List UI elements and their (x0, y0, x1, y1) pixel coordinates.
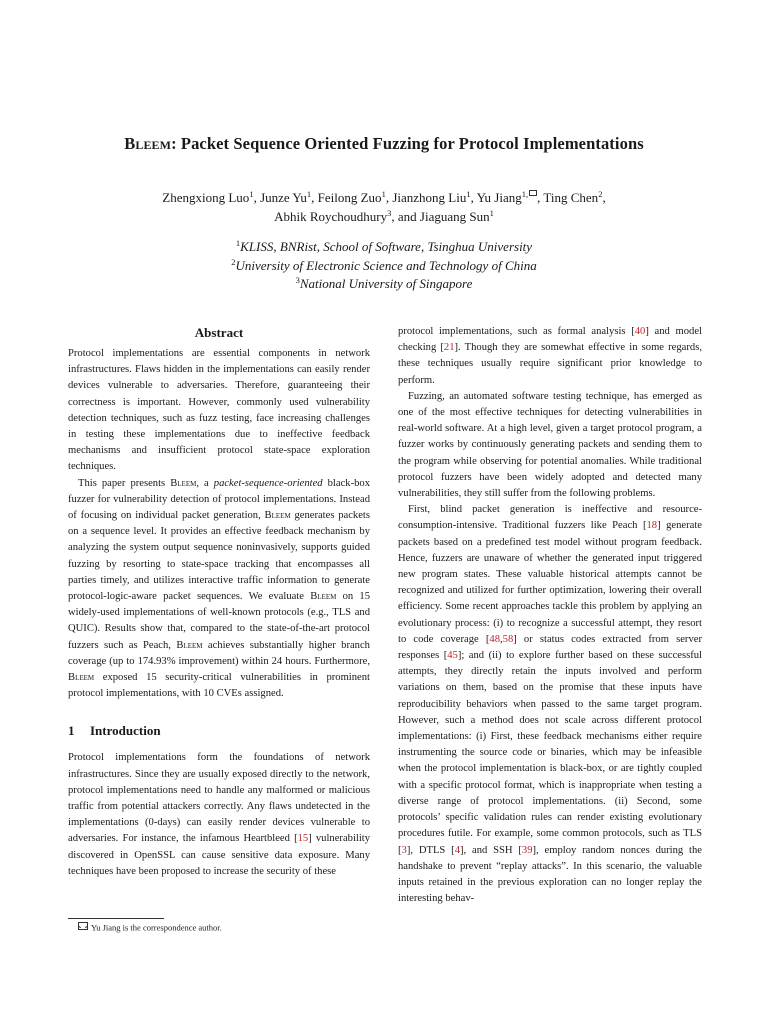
author-separator: , (602, 190, 606, 205)
affiliation-number: 2 (231, 256, 236, 267)
right-paragraph-2 (398, 389, 702, 502)
envelope-icon (78, 922, 88, 930)
citation-link[interactable]: 39 (521, 844, 533, 856)
title-system-name: Bleem (124, 134, 172, 153)
system-name: Bleem (176, 639, 203, 651)
affiliation-text: University of Electronic Science and Technology of China (235, 257, 537, 273)
right-paragraph-1 (398, 324, 702, 389)
author-affiliation-mark: 1 (489, 208, 494, 218)
affiliation-line (0, 275, 768, 294)
author-affiliation-mark: 2 (598, 189, 603, 199)
text-run: ], and SSH [ (459, 844, 522, 856)
title-rest: : Packet Sequence Oriented Fuzzing for Protocol Implementations (171, 134, 644, 153)
affiliation-number: 1 (235, 238, 241, 248)
affiliation-text: KLISS, BNRist, School of Software, Tsinghua University (240, 239, 533, 254)
author-affiliation-mark: 3 (387, 208, 392, 218)
author-separator: , (385, 190, 393, 205)
abstract-paragraph-2 (68, 476, 370, 703)
text-run: Protocol implementations form the foundations of network infrastructures. Since they are usually exposed directly to the network, protocol implementations need to handle any malformed or malicious traffic from potential attackers correctly. Any flaws undetected in the implementations (0-days) can easily render devices vulnerable to adversaries. For instance, the infamous Heartbleed [ (68, 752, 370, 845)
abstract-paragraph-1: Protocol implementations are essential components in network infrastructures. Flaws hidden in the implementations can easily render devices vulnerable to adversaries. Therefore, guaranteeing their correctness is important. However, commonly used vulnerability detection techniques, such as fuzz testing, face increasing challenges in testing these implementations due to ineffective feedback mechanisms and insufficient protocol state-space exploration techniques. (68, 348, 370, 473)
text-run: on 15 widely-used implementations of well-known protocols (e.g., TLS and QUIC). Results show that, compared to the state-of-the-art protocol fuzzers such as Peach, (68, 591, 370, 651)
text-run: exposed 15 security-critical vulnerabilities in prominent protocol implementations, with 10 CVEs assigned. (68, 672, 370, 700)
system-name: Bleem (170, 477, 197, 489)
text-run: ]. Though they are somewhat effective in some regards, these techniques usually require significant prior knowledge to perform. (398, 342, 702, 386)
left-column (68, 324, 370, 880)
author-name: Jianzhong Liu (392, 190, 467, 205)
text-run: generates packets on a sequence level. It provides an effective feedback mechanism by analyzing the system output sequence noninvasively, supports guided fuzzing by resorting to state-space tracking that encompasses all parties timely, and utilizes interactive traffic information to generate protocol-logic-aware packet sequences. We evaluate (68, 510, 370, 603)
citation-link[interactable]: 15 (297, 833, 309, 845)
text-run: ] generate packets based on a predefined test model without program feedback. Hence, fuzzers are unaware of whether the generated input triggered new program states. These valuable historical attempts cannot be recognized and utilized for further optimization, lowering their overall efficiency. Some recent approaches tackle this problem by applying an evolutionary process: (i) to recognize a successful attempt, they resort to code coverage [ (398, 520, 702, 645)
citation-link[interactable]: 18 (646, 520, 658, 532)
text-run: ], DTLS [ (406, 844, 455, 856)
text-run: ] and model checking [ (398, 326, 702, 354)
author-name: Feilong Zuo (317, 190, 382, 205)
affiliation-text: National University of Singapore (299, 276, 473, 291)
author-name: Jiaguang Sun (419, 209, 490, 224)
intro-paragraph-1 (68, 750, 370, 880)
author-affiliation-mark: 1 (466, 189, 471, 199)
section-number: 1 (68, 723, 75, 739)
system-name: Bleem (68, 672, 95, 684)
system-name: Bleem (310, 591, 337, 603)
citation-link[interactable]: 45 (447, 650, 458, 662)
text-run: ] vulnerability discovered in OpenSSL can cause sensitive data exposure. Many techniques have been proposed to increase the security of these (68, 833, 371, 877)
author-affiliation-mark: 1, (521, 189, 529, 199)
text-run: First, blind packet generation is ineffective and resource-consumption-intensive. Traditional fuzzers like Peach [ (398, 504, 702, 532)
system-name: Bleem (264, 510, 291, 522)
author-affiliation-mark: 1 (381, 189, 386, 199)
footnote-text: Yu Jiang is the correspondence author. (91, 922, 222, 933)
paper-title (0, 134, 768, 154)
affiliation-line (0, 257, 768, 276)
emphasis: packet-sequence-oriented (213, 477, 323, 489)
text-run: , (500, 633, 503, 645)
text-run: ]; and (ii) to explore further based on these successful attempts, they directly retain the inputs involved and perform variations on them, based on the promise that these inputs have reproducibility behaviors when passed to the same target program. However, such a method does not scale across different protocol implementations: (i) First, these feedback mechanisms either require instrumenting the source code or binaries, which may be infeasible when the protocol implementation is black-box, or are tightly coupled with a specific protocol format, which is inappropriate when testing a diverse range of protocol implementations. (ii) Second, some protocols’ specific validation rules can render existing evolutionary procedures futile. For example, some common protocols, such as TLS [ (398, 650, 702, 856)
section-heading-introduction (68, 722, 370, 740)
text-run: black-box fuzzer for vulnerability detection of protocol implementations. Instead of focusing on individual packet generation, (68, 477, 370, 522)
affiliation-line (0, 238, 768, 257)
author-separator: , (253, 190, 261, 205)
text-run: Fuzzing, an automated software testing technique, has emerged as one of the most effective techniques for detecting vulnerabilities in real-world software. At a high level, given a target protocol program, a fuzzer works by continuously generating packets and sending them to the program while observing for potential anomalies. While traditional protocol fuzzers have been widely adopted and detected many vulnerabilities, they still suffer from the following problems. (398, 390, 702, 500)
author-name: Zhengxiong Luo (162, 190, 250, 205)
author-separator: , (470, 190, 477, 205)
author-separator: , and (391, 209, 420, 224)
affiliation-number: 3 (295, 275, 300, 285)
footnote (78, 922, 222, 933)
author-separator: , (537, 190, 544, 205)
right-paragraph-3 (398, 502, 702, 907)
author-name: Yu Jiang (476, 190, 522, 205)
citation-link[interactable]: 58 (502, 633, 514, 645)
author-list (0, 188, 768, 226)
affiliation-list (0, 238, 768, 294)
section-title: Introduction (90, 723, 161, 739)
citation-link[interactable]: 40 (634, 326, 646, 337)
author-name: Ting Chen (543, 190, 599, 205)
citation-link[interactable]: 48 (489, 633, 500, 645)
author-affiliation-mark: 1 (249, 189, 254, 199)
citation-link[interactable]: 4 (454, 844, 460, 856)
author-separator: , (311, 190, 318, 205)
author-affiliation-mark: 1 (306, 189, 312, 199)
author-name: Abhik Roychoudhury (274, 209, 388, 224)
text-run: achieves substantially higher branch coverage (up to 174.93% improvement) within 24 hours. Furthermore, (68, 639, 370, 667)
text-run: ], employ random nonces during the handshake to prevent “replay attacks”. In this scenario, the valuable inputs retained in the previous exploration can no longer replay the interesting behav- (398, 844, 702, 905)
footnote-rule (68, 918, 164, 919)
envelope-icon (529, 190, 537, 196)
abstract-heading: Abstract (194, 325, 244, 340)
text-run: , a (196, 477, 214, 489)
citation-link[interactable]: 3 (401, 844, 407, 856)
text-run: This paper presents (78, 477, 171, 489)
citation-link[interactable]: 21 (443, 342, 455, 354)
text-run: protocol implementations, such as formal analysis [ (398, 326, 635, 337)
text-run: ] or status codes extracted from server responses [ (398, 633, 702, 662)
author-name: Junze Yu (260, 190, 307, 205)
right-column (398, 324, 702, 907)
